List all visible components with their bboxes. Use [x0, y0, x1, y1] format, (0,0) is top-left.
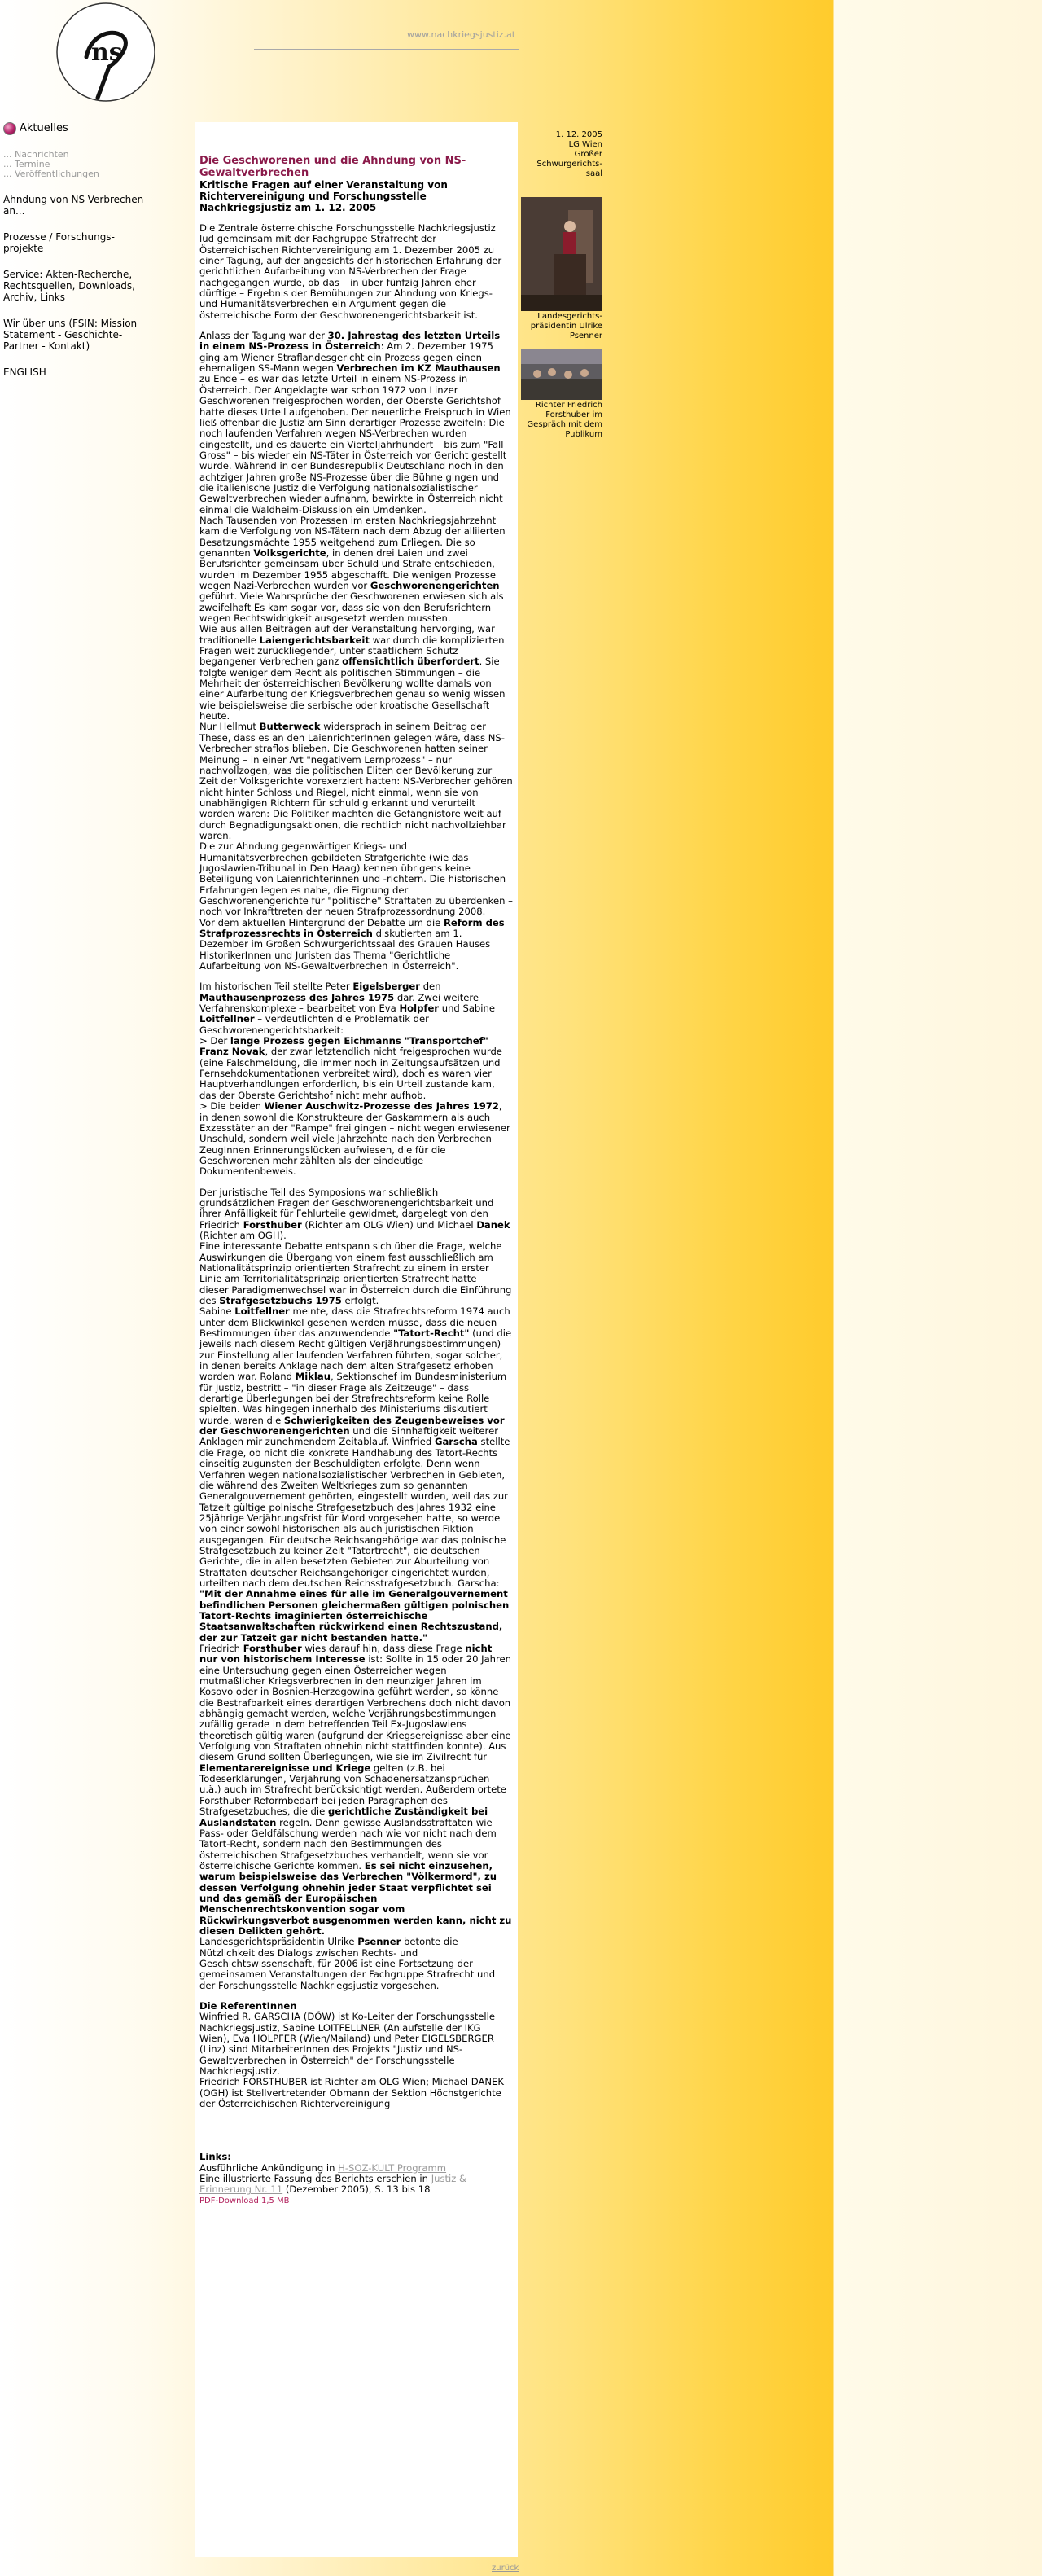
- pdf-download-link[interactable]: PDF-Download 1,5 MB: [199, 2196, 290, 2205]
- link-announcement: Ausführliche Ankündigung in H-SOZ-KULT Programm: [199, 2161, 447, 2174]
- paragraph-loitfellner: Sabine Loitfellner meinte, dass die Strafrechtsreform 1974 auch unter dem Blickwinkel gesehen werden müsse, dass die neuen Bestimmungen über das anzuwendende "Tatort-Recht" (und die jeweils nach diesem Recht gültigen Verjährungsbestimmungen) zur Einstellung aller laufenden Verfahren führten, sogar solcher, in denen bereits Anklage nach dem alten Strafgesetz erhoben worden war. Roland Miklau, Sektionschef im Bundesministerium für Justiz, bestritt – "in dieser Frage als Zeitzeuge" – dass derartige Überlegungen bei der Strafrechtsreform keine Rolle spielten. Was hingegen innerhalb des Ministeriums diskutiert wurde, waren die Schwierigkeiten des Zeugenbeweises vor der Geschworenengerichten und die Sinnhaftigkeit weiterer Anklagen mir zunehmendem Zeitablauf. Winfried Garscha stellte die Frage, ob nicht die konkrete Handhabung des Tatort-Rechts einseitig zugunsten der Beschuldigten erfolgte. Denn wenn Verfahren wegen nationalsozialistischer Verbrechen in Gebieten, die während des Zweiten Weltkrieges zum so genannten Generalgouvernement gehörten, eingestellt wurden, weil das zur Tatzeit gültige polnische Strafgesetzbuch des Jahres 1932 eine 25jährige Verjährungsfrist für Mord vorgesehen hatte, so werde von einer sowohl historischen als auch juristischen Fiktion ausgegangen. Für deutsche Reichsangehörige war das polnische Strafgesetzbuch zu keiner Zeit "Tatortrecht", die deutschen Gerichte, die in allen besetzten Gebieten zur Aburteilung von Straftaten deutscher Reichsangehöriger eingerichtet wurden, urteilten nach dem deutschen Reichsstrafgesetzbuch. Garscha: "Mit der Annahme eines für alle im Generalgouvernement befindlichen Personen gleichermaßen gültigen polnischen Tatort-Rechts imaginierten österreichische Staatsanwaltschaften rückwirkend einen Rechtszustand, der zur Tatzeit gar nicht bestanden hatte.": [199, 1306, 512, 1643]
- back-link[interactable]: zurück: [492, 2564, 519, 2573]
- paragraph-psenner: Landesgerichtspräsidentin Ulrike Psenner betonte die Nützlichkeit des Dialogs zwischen Rechts- und Geschichtswissenschaft, für 2006 ist eine Fortsetzung der gemeinsamen Veranstaltungen der Fachgruppe Strafrecht und der Forschungsstelle Nachkriegsjustiz vorgesehen.: [199, 1936, 496, 1991]
- nav-item-aktuelles[interactable]: [3, 122, 150, 135]
- paragraph-juristisch: Der juristische Teil des Symposions war schließlich grundsätzlichen Fragen der Geschworenengerichtsbarkeit und ihrer Anfälligkeit für Fehlurteile gewidmet, dargelegt von den Friedrich Forsthuber (Richter am OLG Wien) und Michael Danek (Richter am OGH).: [199, 1186, 510, 1241]
- sidebar-nav: [3, 122, 150, 378]
- article-subtitle: Kritische Fragen auf einer Veranstaltung von Richtervereinigung und Forschungsstelle Nachkriegsjustiz am 1. 12. 2005: [199, 179, 448, 213]
- nav-label: Aktuelles: [20, 122, 68, 134]
- event-room-3: saal: [585, 169, 602, 178]
- site-url[interactable]: www.nachkriegsjustiz.at: [407, 29, 516, 40]
- paragraph-laiengerichte: Wie aus allen Beiträgen auf der Veranstaltung hervorging, war traditionelle Laiengerichtsbarkeit war durch die komplizierten Fragen weit zurückliegender, unter staatlichem Schutz begangener Verbrechen ganz offensichtlich überfordert. Sie folgte weniger dem Recht als politischen Stimmungen – die Mehrheit der österreichischen Bevölkerung wollte damals von einer Aufarbeitung der Kriegsverbrechen genau so wenig wissen wie beispielsweise die serbische oder kroatische Gesellschaft heute.: [199, 623, 506, 722]
- link-hsozkult[interactable]: H-SOZ-KULT Programm: [338, 2161, 447, 2174]
- nav-item-prozesse[interactable]: Prozesse / Forschungs-projekte: [3, 231, 115, 254]
- paragraph-strafgerichte: Die zur Ahndung gegenwärtiger Kriegs- und Humanitätsverbrechen gebildeten Strafgerichte (wie das Jugoslawien-Tribunal in Den Haag) kennen übrigens keine Beteiligung von Laienrichterinnen und -richtern. Die historischen Erfahrungen legen es nahe, die Eignung der Geschworenengerichte für "politische" Straftaten zu überdenken – noch vor Inkrafttreten der neuen Strafprozessordnung 2008.: [199, 840, 513, 918]
- photo-forsthuber-caption: Richter Friedrich Forsthuber im Gespräch mit dem Publikum: [527, 401, 602, 439]
- event-meta: [521, 130, 602, 179]
- paragraph-reform: Vor dem aktuellen Hintergrund der Debatte um die Reform des Strafprozessrechts in Österreich diskutierten am 1. Dezember im Großen Schwurgerichtssaal des Grauen Hauses HistorikerInnen und Juristen das Thema "Gerichtliche Aufarbeitung von NS-Gewaltverbrechen in Österreich".: [199, 916, 505, 972]
- link-report: Eine illustrierte Fassung des Berichts erschien in Justiz & Erinnerung Nr. 11 (Dezember 2005), S. 13 bis 18: [199, 2173, 467, 2196]
- paragraph-debatte: Eine interessante Debatte entspann sich über die Frage, welche Auswirkungen die Übergang von einem fast ausschließlich am Nationalitätsprinzip orientierten Strafrecht zu einem in erster Linie am Territorialitätsprinzip orientierten Strafrecht hatte – dieser Paradigmenwechsel war in Österreich durch die Einführung des Strafgesetzbuchs 1975 erfolgt.: [199, 1240, 512, 1306]
- paragraph-auschwitz: > Die beiden Wiener Auschwitz-Prozesse des Jahres 1972, in denen sowohl die Konstrukteure der Gaskammern als auch Exzesstäter an der "Rampe" frei gingen – nicht wegen erwiesener Unschuld, sondern weil viele Jahrzehnte nach den Verbrechen ZeugInnen Erinnerungslücken aufwiesen, die für die Geschworenen mehr zählten als der eindeutige Dokumentenbeweis.: [199, 1100, 510, 1178]
- photo-forsthuber-image: [521, 349, 602, 400]
- nav-item-ahndung[interactable]: Ahndung von NS-Verbrechen an...: [3, 194, 144, 217]
- event-court: LG Wien: [568, 140, 602, 149]
- paragraph-volksgerichte: Nach Tausenden von Prozessen im ersten Nachkriegsjahrzehnt kam die Verfolgung von NS-Tätern nach dem Abzug der alliierten Besatzungsmächte 1955 weitgehend zum Erliegen. Die so genannten Volksgerichte, in denen drei Laien und zwei Berufsrichter gemeinsam über Schuld und Strafe entschieden, wurden im Dezember 1955 abgeschafft. Die wenigen Prozesse wegen Nazi-Verbrechen wurden vor Geschworenengerichten geführt. Viele Wahrsprüche der Geschworenen erwiesen sich als zweifelhaft Es kam sogar vor, dass sie von den Berufsrichtern wegen Rechtswidrigkeit ausgesetzt werden mussten.: [199, 514, 506, 625]
- paragraph-forsthuber: Friedrich Forsthuber wies darauf hin, dass diese Frage nicht nur von historischem Interesse ist: Sollte in 15 oder 20 Jahren eine Untersuchung gegen einen Österreicher wegen mutmaßlicher Kriegsverbrechen in den neunziger Jahren im Kosovo oder in Bosnien-Herzegowina geführt werden, so könne die Bestrafbarkeit eines derartigen Verbrechens doch nicht davon abhängig gemacht werden, welche Verjährungsbestimmungen zufällig gerade in dem betreffenden Teil Ex-Jugoslawiens theoretisch gültig waren (aufgrund der Kriegsereignisse aber eine Verfolgung von Straftaten ohnehin nicht stattfinden konnte). Aus diesem Grund sollten Überlegungen, wie sie im Zivilrecht für Elementarereignisse und Kriege gelten (z.B. bei Todeserklärungen, Verjährung von Schadenersatzansprüchen u.ä.) auch im Strafrecht berücksichtigt werden. Außerdem ortete Forsthuber Reformbedarf bei jeden Paragraphen des Strafgesetzbuches, die die gerichtliche Zuständigkeit bei Auslandstaten regeln. Denn gewisse Auslandsstraftaten wie Pass- oder Geldfälschung werden nach wie vor nicht nach dem Tatort-Recht, sondern nach den Bestimmungen des österreichischen Strafgesetzbuches verhandelt, wenn sie vor österreichische Gerichte kommen. Es sei nicht einzusehen, warum beispielsweise das Verbrechen "Völkermord", zu dessen Verfolgung ohnehin jeder Staat verpflichtet sei und das gemäß der Europäischen Menschenrechtskonvention sogar vom Rückwirkungsverbot ausgenommen werden kann, nicht zu diesen Delikten gehört.: [199, 1643, 512, 1937]
- nav-subitem-nachrichten[interactable]: ... Nachrichten: [3, 149, 69, 160]
- paragraph-anlass: Anlass der Tagung war der 30. Jahrestag des letzten Urteils in einem NS-Prozess in Österreich: Am 2. Dezember 1975 ging am Wiener Straflandesgericht ein Prozess gegen einen ehemaligen SS-Mann wegen Verbrechen im KZ Mauthausen zu Ende – es war das letzte Urteil in einem NS-Prozess in Österreich. Der Angeklagte war schon 1972 von Linzer Geschworenen freigesprochen worden, der Oberste Gerichtshof hatte dieses Urteil aufgehoben. Der neuerliche Freispruch in Wien ließ offenbar die Justiz am Sinn derartiger Prozesse zweifeln: Die noch laufenden Verfahren wegen NS-Verbrechen wurden eingestellt, und es dauerte ein Vierteljahrhundert – bis zum "Fall Gross" – bis wieder ein NS-Täter in Österreich vor Gericht gestellt wurde. Während in der Bundesrepublik Deutschland noch in den achtziger Jahren große NS-Prozesse über die Bühne gingen und die italienische Justiz die Verfolgung nationalsozialistischer Gewaltverbrechen wieder aufnahm, bewirkte in Österreich nicht einmal die Waldheim-Diskussion ein Umdenken.: [199, 330, 511, 516]
- photo-psenner[interactable]: [521, 197, 602, 311]
- event-date: 1. 12. 2005: [555, 130, 602, 139]
- nav-subitems: [3, 150, 150, 179]
- spacer: [199, 2119, 513, 2152]
- paragraph-historisch: Im historischen Teil stellte Peter Eigelsberger den Mauthausenprozess des Jahres 1975 dar. Zwei weitere Verfahrenskomplexe – bearbeitet von Eva Holpfer und Sabine Loitfellner – verdeutlichten die Problematik der Geschworenengerichtsbarkeit:: [199, 981, 495, 1036]
- link-justiz-erinnerung[interactable]: Justiz & Erinnerung Nr. 11: [199, 2173, 467, 2196]
- header-divider: [254, 49, 519, 50]
- referenten-2: Friedrich FORSTHUBER ist Richter am OLG Wien; Michael DANEK (OGH) ist Stellvertretender Obmann der Sektion Höchstgerichte der Österreichischen Richtervereinigung: [199, 2076, 505, 2110]
- article-title: Die Geschworenen und die Ahndung von NS-Gewaltverbrechen: [199, 155, 466, 179]
- nav-item-service[interactable]: Service: Akten-Recherche, Rechtsquellen, Downloads, Archiv, Links: [3, 269, 135, 303]
- nav-item-english[interactable]: ENGLISH: [3, 366, 46, 378]
- paragraph-butterweck: Nur Hellmut Butterweck widersprach in seinem Beitrag der These, dass es an den LaienrichterInnen gelegen wäre, dass NS-Verbrecher straflos blieben. Die Geschworenen hatten seiner Meinung – in einer Art "negativem Lernprozess" – nur nachvollzogen, was die politischen Eliten der Bevölkerung zur Zeit der Volksgerichte vorexerziert hatten: NS-Verbrecher gehören nicht hinter Schloss und Riegel, nicht einmal, wenn sie von unabhängigen Richtern für schuldig erkannt und verurteilt worden waren: Die Politiker machten die Gefängnistore weit auf – durch Begnadigungsaktionen, die rechtlich nicht nachvollziehbar waren.: [199, 721, 513, 841]
- photo-forsthuber[interactable]: [521, 349, 602, 400]
- nav-item-about[interactable]: Wir über uns (FSIN: Mission Statement - Geschichte- Partner - Kontakt): [3, 318, 138, 352]
- links-heading: Links:: [199, 2151, 231, 2163]
- event-room-2: Schwurgerichts-: [536, 160, 602, 169]
- paragraph-novak: > Der lange Prozess gegen Eichmanns "Transportchef" Franz Novak, der zwar letztendlich nicht freigesprochen wurde (eine Falschmeldung, die immer noch in Zeitungsaufsätzen und Fernsehdokumentationen verbreitet wird), doch es waren vier Hauptverhandlungen erforderlich, bis ein Urteil zustande kam, das der Oberste Gerichtshof nicht mehr aufhob.: [199, 1035, 502, 1101]
- logo-text: ns: [91, 38, 123, 67]
- bullet-icon: [3, 122, 16, 135]
- right-sidebar: [521, 130, 602, 440]
- intro-paragraph: Die Zentrale österreichische Forschungsstelle Nachkriegsjustiz lud gemeinsam mit der Fachgruppe Strafrecht der Österreichischen Richtervereinigung am 1. Dezember 2005 zu einer Tagung, auf der angesichts der historischen Erfahrung der gerichtlichen Aufarbeitung von NS-Verbrechen der Frage nachgegangen wurde, ob das – in über fünfzig Jahren eher dürftige – Ergebnis der Bemühungen zur Ahndung von Kriegs- und Humanitätsverbrechen ein Argument gegen die österreichische Form der Geschworenengerichtsbarkeit ist.: [199, 222, 502, 321]
- photo-psenner-caption: Landesgerichts-präsidentin Ulrike Psenner: [530, 312, 602, 340]
- article-content: [195, 122, 518, 2557]
- event-room-1: Großer: [574, 150, 602, 159]
- photo-psenner-image: [521, 197, 602, 311]
- referenten-heading: Die ReferentInnen: [199, 2000, 297, 2012]
- referenten-1: Winfried R. GARSCHA (DÖW) ist Ko-Leiter der Forschungsstelle Nachkriegsjustiz, Sabine LOITFELLNER (Anlaufstelle der IKG Wien), Eva HOLPFER (Wien/Mailand) und Peter EIGELSBERGER (Linz) sind MitarbeiterInnen des Projekts "Justiz und NS-Gewaltverbrechen in Österreich" der Forschungsstelle Nachkriegsjustiz.: [199, 2011, 496, 2078]
- nav-subitem-veroeffentlichungen[interactable]: ... Veröffentlichungen: [3, 169, 99, 179]
- nav-subitem-termine[interactable]: ... Termine: [3, 159, 50, 169]
- site-logo[interactable]: [49, 0, 160, 111]
